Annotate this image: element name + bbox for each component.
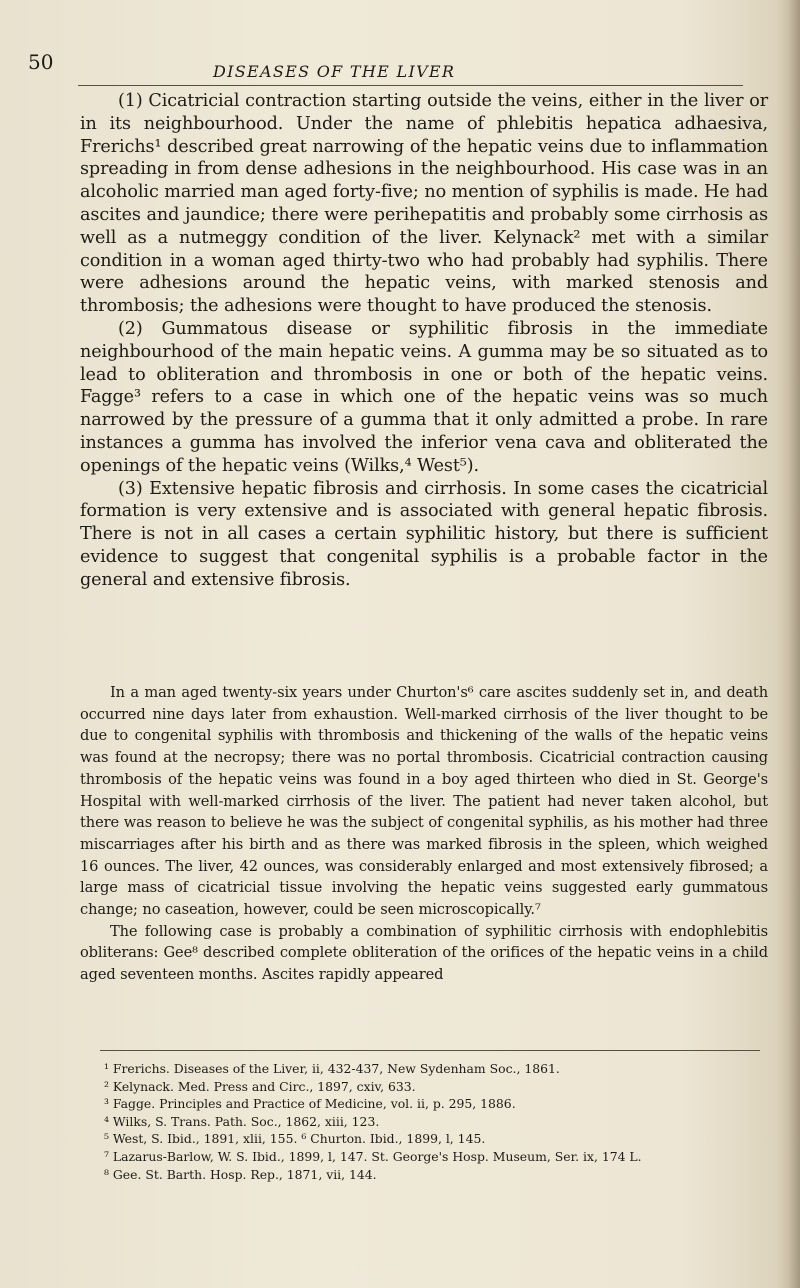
paragraph-1: (1) Cicatricial contraction starting outside the veins, either in the liver or in its neighbourhood. Under the name of phlebitis hepatica adhaesiva, Frerichs¹ described great narrowing of the hepatic veins due to inflammation spreading in from dense adhesions in the neighbourhood. His case was in an alcoholic married man aged forty-five; no mention of syphilis is made. He had ascites and jaundice; there were perihepatitis and probably some cirrhosis as well as a nutmeggy condition of the liver. Kelynack² met with a similar condition in a woman aged thirty-two who had probably had syphilis. There were adhesions around the hepatic veins, with marked stenosis and thrombosis; the adhesions were thought to have produced the stenosis.	[80, 91, 768, 317]
page-number: 50	[28, 50, 54, 74]
page-header	[28, 40, 758, 84]
footnote-1: ¹ Frerichs. Diseases of the Liver, ii, 432-437, New Sydenham Soc., 1861.	[104, 1061, 560, 1076]
footnote-3: ³ Fagge. Principles and Practice of Medicine, vol. ii, p. 295, 1886.	[104, 1096, 516, 1112]
footnote-2: ² Kelynack. Med. Press and Circ., 1897, cxiv, 633.	[104, 1078, 416, 1094]
footnote-7: ⁷ Lazarus-Barlow, W. S. Ibid., 1899, l, 147. St. George's Hosp. Museum, Ser. ix, 174 L.	[104, 1148, 642, 1164]
paragraph-3: (3) Extensive hepatic fibrosis and cirrhosis. In some cases the cicatricial formation is very extensive and is associated with general hepatic fibrosis. There is not in all cases a certain syphilitic history, but there is sufficient evidence to suggest that congenital syphilis is a probable factor in the general and extensive fibrosis.	[80, 478, 768, 590]
main-text	[80, 90, 768, 592]
footnote-rule	[100, 1050, 760, 1051]
paragraph-2: (2) Gummatous disease or syphilitic fibrosis in the immediate neighbourhood of the main hepatic veins. A gumma may be so situated as to lead to obliteration and thrombosis in one or both of the hepatic veins. Fagge³ refers to a case in which one of the hepatic veins was so much narrowed by the pressure of a gumma that it only admitted a probe. In rare instances a gumma has involved the inferior vena cava and obliterated the openings of the hepatic veins (Wilks,⁴ West⁵).	[80, 318, 768, 476]
footnotes	[80, 1060, 768, 1183]
footnote-4: ⁴ Wilks, S. Trans. Path. Soc., 1862, xiii, 123.	[104, 1113, 380, 1129]
running-title: DISEASES OF THE LIVER	[213, 62, 456, 81]
footnote-8: ⁸ Gee. St. Barth. Hosp. Rep., 1871, vii, 144.	[104, 1166, 377, 1182]
case-notes	[80, 682, 768, 986]
header-rule	[78, 85, 743, 86]
case-paragraph-2: The following case is probably a combination of syphilitic cirrhosis with endophlebitis obliterans: Gee⁸ described complete obliteration of the orifices of the hepatic veins in a child aged seventeen months. Ascites rapidly appeared	[80, 922, 768, 984]
page-edge-shadow	[776, 0, 800, 1288]
case-paragraph-1: In a man aged twenty-six years under Churton's⁶ care ascites suddenly set in, and death occurred nine days later from exhaustion. Well-marked cirrhosis of the liver thought to be due to congenital syphilis with thrombosis and thickening of the walls of the hepatic veins was found at the necropsy; there was no portal thrombosis. Cicatricial contraction causing thrombosis of the hepatic veins was found in a boy aged thirteen who died in St. George's Hospital with well-marked cirrhosis of the liver. The patient had never taken alcohol, but there was reason to believe he was the subject of congenital syphilis, as his mother had three miscarriages after his birth and as there was marked fibrosis in the spleen, which weighed 16 ounces. The liver, 42 ounces, was considerably enlarged and most extensively fibrosed; a large mass of cicatricial tissue involving the hepatic veins suggested early gummatous change; no caseation, however, could be seen microscopically.⁷	[80, 684, 768, 919]
footnote-5-6: ⁵ West, S. Ibid., 1891, xlii, 155. ⁶ Churton. Ibid., 1899, l, 145.	[104, 1131, 486, 1147]
